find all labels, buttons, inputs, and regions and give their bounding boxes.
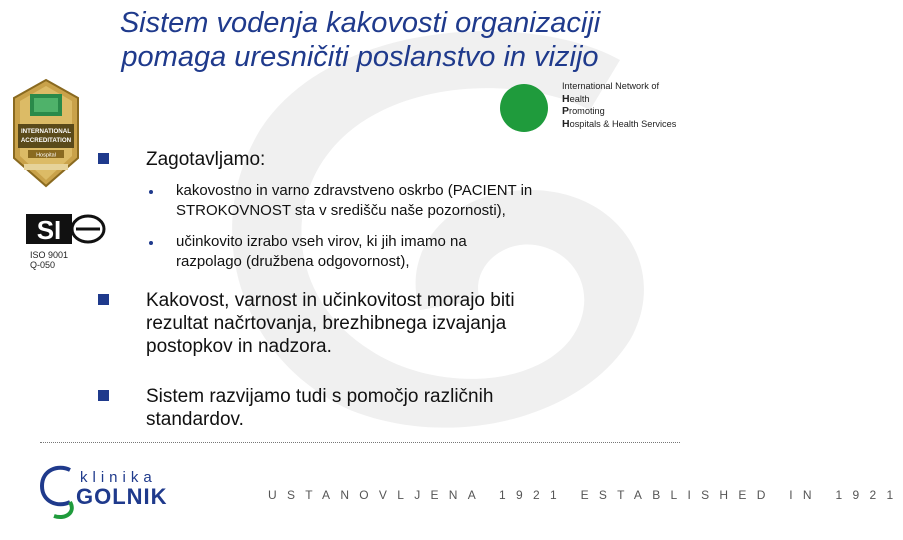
hph-word-ospitals: ospitals & Health Services — [569, 118, 677, 129]
footer-tagline: USTANOVLJENA 1921 ESTABLISHED IN 1921 — [268, 488, 903, 502]
bullet-item-3-line-1: Sistem razvijamo tudi s pomočjo različnih — [146, 386, 494, 407]
footer-divider — [40, 442, 680, 443]
title-line-2: pomaga uresničiti poslanstvo in vizijo — [121, 41, 599, 73]
hph-initial-h2: H — [562, 117, 570, 130]
bullet-item-3 — [146, 385, 706, 431]
hph-initial-h: H — [562, 92, 570, 105]
badge-text-3: Hospital — [36, 152, 56, 159]
bullet-item-2-line-3: postopkov in nadzora. — [146, 336, 332, 357]
bullet-item-2 — [146, 289, 706, 358]
sub-item-1-line-1: kakovostno in varno zdravstveno oskrbo (PACIENT in — [176, 182, 533, 199]
hph-line-4 — [562, 118, 676, 131]
page-title — [0, 6, 720, 74]
hph-text — [562, 80, 676, 130]
title-line-1: Sistem vodenja kakovosti organizaciji — [119, 7, 601, 39]
bullet-square-icon — [98, 294, 109, 305]
sub-bullet-icon — [149, 241, 153, 245]
accreditation-badge-icon — [6, 78, 86, 188]
hph-word-ealth: ealth — [569, 93, 590, 104]
bullet-square-icon — [98, 153, 109, 164]
iso-label-2: Q-050 — [30, 260, 56, 270]
sub-item-2 — [176, 232, 716, 272]
sub-item-1-line-2: STROKOVNOST sta v središču naše pozornosti), — [176, 202, 506, 219]
hph-line-3 — [562, 105, 676, 118]
bullet-square-icon — [98, 390, 109, 401]
badge-text-2: ACCREDITATION — [20, 137, 72, 144]
hph-line-2 — [562, 93, 676, 106]
badge-text-1: INTERNATIONAL — [20, 128, 72, 135]
bullet-item-2-line-1: Kakovost, varnost in učinkovitost morajo biti — [146, 290, 515, 311]
hph-circle-icon — [500, 84, 548, 132]
bullet-item-1: Zagotavljamo: — [146, 149, 266, 170]
hph-line-1: International Network of — [562, 81, 660, 91]
footer-logo-top: klinika — [80, 469, 157, 486]
sub-item-2-line-2: razpolago (družbena odgovornost), — [176, 253, 410, 270]
svg-text:SI: SI — [36, 215, 62, 245]
hph-logo — [500, 80, 710, 136]
footer-logo-bottom: GOLNIK — [76, 484, 168, 509]
iso-label-1: ISO 9001 — [30, 250, 69, 260]
bullet-item-3-line-2: standardov. — [146, 409, 244, 430]
sub-item-1 — [176, 181, 716, 221]
sub-item-2-line-1: učinkovito izrabo vseh virov, ki jih imamo na — [176, 233, 467, 250]
bullet-item-2-line-2: rezultat načrtovanja, brezhibnega izvajanja — [146, 313, 507, 334]
sub-bullet-icon — [149, 190, 153, 194]
iso-label — [30, 250, 68, 270]
hph-initial-p: P — [562, 105, 570, 117]
hph-word-romoting: romoting — [569, 106, 605, 116]
